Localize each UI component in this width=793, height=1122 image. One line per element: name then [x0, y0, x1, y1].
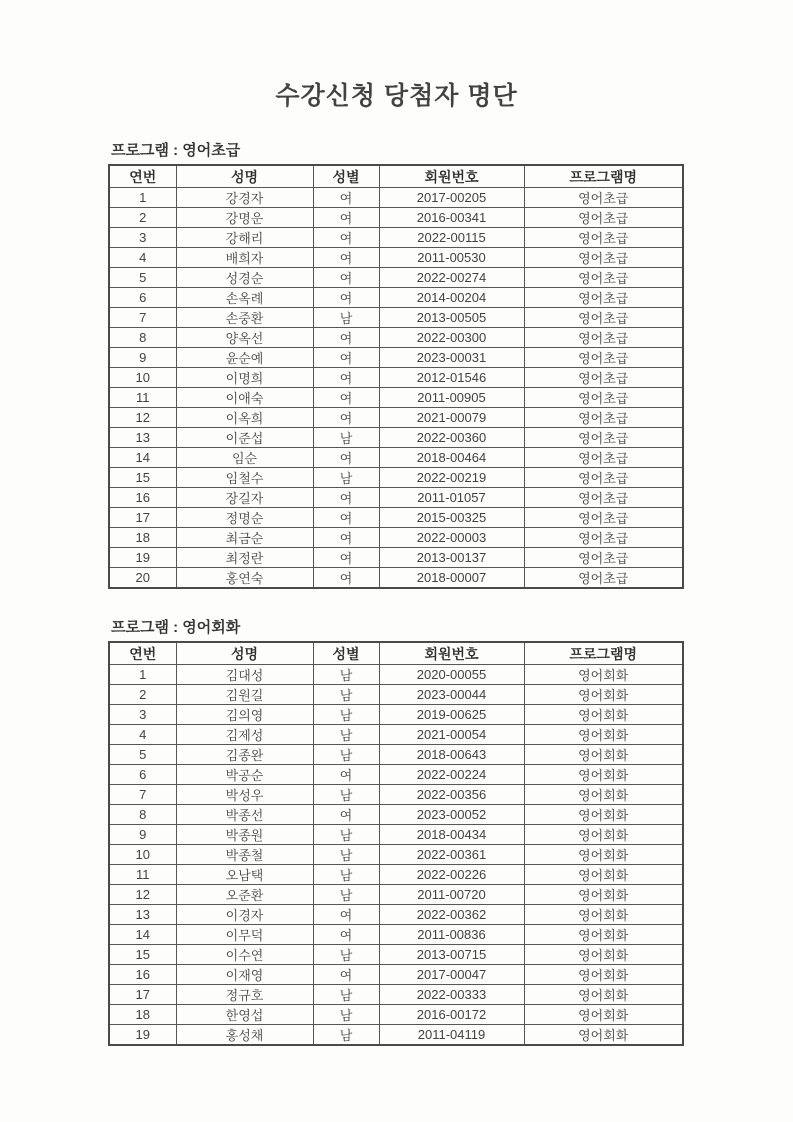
cell-gender: 여 [313, 568, 379, 589]
winners-table-conversation [108, 641, 684, 1046]
table-row [109, 665, 683, 685]
cell-no: 1 [109, 665, 176, 685]
table-row [109, 208, 683, 228]
cell-no: 15 [109, 945, 176, 965]
cell-gender: 여 [313, 508, 379, 528]
cell-no: 5 [109, 745, 176, 765]
cell-gender: 여 [313, 528, 379, 548]
cell-name: 강해리 [176, 228, 313, 248]
column-header-cell-member-id: 회원번호 [379, 165, 524, 188]
table-row [109, 348, 683, 368]
cell-no: 9 [109, 825, 176, 845]
cell-gender: 여 [313, 388, 379, 408]
cell-gender: 여 [313, 248, 379, 268]
cell-member-id: 2022-00356 [379, 785, 524, 805]
cell-program: 영어회화 [524, 1005, 683, 1025]
cell-gender: 여 [313, 208, 379, 228]
cell-program: 영어회화 [524, 985, 683, 1005]
cell-no: 16 [109, 965, 176, 985]
cell-no: 5 [109, 268, 176, 288]
cell-no: 6 [109, 288, 176, 308]
cell-no: 10 [109, 845, 176, 865]
cell-gender: 남 [313, 685, 379, 705]
cell-gender: 여 [313, 448, 379, 468]
cell-member-id: 2022-00361 [379, 845, 524, 865]
cell-program: 영어초급 [524, 288, 683, 308]
cell-program: 영어회화 [524, 685, 683, 705]
cell-no: 8 [109, 328, 176, 348]
cell-no: 17 [109, 508, 176, 528]
column-header-cell-name: 성명 [176, 165, 313, 188]
cell-gender: 여 [313, 548, 379, 568]
column-header-cell-no: 연번 [109, 642, 176, 665]
table-row [109, 925, 683, 945]
cell-program: 영어회화 [524, 725, 683, 745]
cell-name: 이명희 [176, 368, 313, 388]
cell-member-id: 2018-00007 [379, 568, 524, 589]
table-row [109, 188, 683, 208]
cell-no: 14 [109, 448, 176, 468]
table-header-row [109, 642, 683, 665]
cell-name: 윤순예 [176, 348, 313, 368]
cell-no: 3 [109, 705, 176, 725]
cell-member-id: 2017-00047 [379, 965, 524, 985]
cell-gender: 남 [313, 785, 379, 805]
cell-gender: 남 [313, 468, 379, 488]
cell-no: 10 [109, 368, 176, 388]
table-row [109, 945, 683, 965]
cell-gender: 여 [313, 368, 379, 388]
cell-member-id: 2019-00625 [379, 705, 524, 725]
table-row [109, 825, 683, 845]
cell-program: 영어초급 [524, 208, 683, 228]
cell-name: 홍연숙 [176, 568, 313, 589]
cell-program: 영어회화 [524, 765, 683, 785]
table-row [109, 865, 683, 885]
cell-gender: 남 [313, 665, 379, 685]
table-row [109, 745, 683, 765]
cell-member-id: 2018-00464 [379, 448, 524, 468]
cell-gender: 남 [313, 945, 379, 965]
cell-no: 8 [109, 805, 176, 825]
cell-gender: 여 [313, 268, 379, 288]
table-row [109, 568, 683, 589]
cell-name: 김원길 [176, 685, 313, 705]
table-row [109, 468, 683, 488]
cell-member-id: 2023-00052 [379, 805, 524, 825]
cell-gender: 남 [313, 1025, 379, 1046]
cell-member-id: 2011-00836 [379, 925, 524, 945]
cell-name: 성경순 [176, 268, 313, 288]
cell-no: 13 [109, 428, 176, 448]
cell-name: 최금순 [176, 528, 313, 548]
cell-no: 18 [109, 528, 176, 548]
cell-name: 오준환 [176, 885, 313, 905]
cell-name: 오남택 [176, 865, 313, 885]
cell-member-id: 2023-00044 [379, 685, 524, 705]
cell-name: 최정란 [176, 548, 313, 568]
cell-member-id: 2016-00172 [379, 1005, 524, 1025]
cell-no: 15 [109, 468, 176, 488]
cell-member-id: 2018-00643 [379, 745, 524, 765]
cell-gender: 남 [313, 825, 379, 845]
cell-program: 영어초급 [524, 368, 683, 388]
cell-no: 7 [109, 785, 176, 805]
table-row [109, 985, 683, 1005]
cell-no: 4 [109, 725, 176, 745]
table-row [109, 508, 683, 528]
cell-member-id: 2011-00720 [379, 885, 524, 905]
cell-name: 양옥선 [176, 328, 313, 348]
cell-name: 이경자 [176, 905, 313, 925]
page-title: 수강신청 당첨자 명단 [275, 82, 518, 110]
cell-name: 이준섭 [176, 428, 313, 448]
cell-name: 강경자 [176, 188, 313, 208]
cell-member-id: 2011-01057 [379, 488, 524, 508]
cell-program: 영어초급 [524, 468, 683, 488]
column-header-cell-no: 연번 [109, 165, 176, 188]
cell-name: 강명운 [176, 208, 313, 228]
cell-program: 영어초급 [524, 248, 683, 268]
cell-member-id: 2022-00362 [379, 905, 524, 925]
cell-gender: 남 [313, 725, 379, 745]
cell-member-id: 2018-00434 [379, 825, 524, 845]
cell-no: 11 [109, 865, 176, 885]
section-label: 프로그램 : 영어초급 [111, 142, 241, 159]
cell-member-id: 2022-00333 [379, 985, 524, 1005]
cell-name: 장길자 [176, 488, 313, 508]
cell-program: 영어회화 [524, 945, 683, 965]
column-header-cell-gender: 성별 [313, 165, 379, 188]
cell-program: 영어초급 [524, 308, 683, 328]
cell-gender: 남 [313, 1005, 379, 1025]
cell-member-id: 2011-00530 [379, 248, 524, 268]
table-row [109, 408, 683, 428]
cell-no: 4 [109, 248, 176, 268]
table-row [109, 965, 683, 985]
cell-name: 박종원 [176, 825, 313, 845]
cell-name: 김제성 [176, 725, 313, 745]
cell-no: 19 [109, 1025, 176, 1046]
table-row [109, 288, 683, 308]
cell-program: 영어초급 [524, 408, 683, 428]
cell-member-id: 2022-00274 [379, 268, 524, 288]
cell-member-id: 2022-00003 [379, 528, 524, 548]
cell-program: 영어초급 [524, 428, 683, 448]
cell-program: 영어초급 [524, 488, 683, 508]
cell-no: 17 [109, 985, 176, 1005]
table-row [109, 1025, 683, 1046]
table-row [109, 228, 683, 248]
column-header-cell-program: 프로그램명 [524, 642, 683, 665]
cell-member-id: 2011-00905 [379, 388, 524, 408]
cell-member-id: 2015-00325 [379, 508, 524, 528]
cell-name: 이무덕 [176, 925, 313, 945]
cell-gender: 여 [313, 905, 379, 925]
cell-member-id: 2022-00224 [379, 765, 524, 785]
cell-program: 영어회화 [524, 885, 683, 905]
cell-program: 영어초급 [524, 188, 683, 208]
cell-no: 18 [109, 1005, 176, 1025]
table-header-row [109, 642, 683, 665]
cell-program: 영어회화 [524, 1025, 683, 1046]
cell-name: 임철수 [176, 468, 313, 488]
table-row [109, 685, 683, 705]
cell-no: 9 [109, 348, 176, 368]
cell-no: 7 [109, 308, 176, 328]
cell-no: 14 [109, 925, 176, 945]
cell-name: 박공순 [176, 765, 313, 785]
column-header-cell-gender: 성별 [313, 642, 379, 665]
cell-program: 영어초급 [524, 388, 683, 408]
cell-no: 19 [109, 548, 176, 568]
cell-member-id: 2022-00115 [379, 228, 524, 248]
cell-program: 영어회화 [524, 785, 683, 805]
table-row [109, 248, 683, 268]
cell-gender: 여 [313, 925, 379, 945]
cell-no: 2 [109, 208, 176, 228]
table-row [109, 308, 683, 328]
cell-name: 박종철 [176, 845, 313, 865]
cell-program: 영어회화 [524, 845, 683, 865]
cell-no: 12 [109, 408, 176, 428]
cell-program: 영어초급 [524, 228, 683, 248]
cell-no: 6 [109, 765, 176, 785]
cell-program: 영어초급 [524, 508, 683, 528]
cell-no: 3 [109, 228, 176, 248]
section-conversation-english [108, 616, 682, 1046]
cell-member-id: 2016-00341 [379, 208, 524, 228]
cell-member-id: 2021-00054 [379, 725, 524, 745]
cell-gender: 여 [313, 288, 379, 308]
cell-gender: 여 [313, 328, 379, 348]
cell-program: 영어회화 [524, 965, 683, 985]
table-row [109, 488, 683, 508]
table-row [109, 328, 683, 348]
section-beginner-english [108, 139, 682, 589]
table-row [109, 1005, 683, 1025]
table-row [109, 785, 683, 805]
cell-name: 손옥례 [176, 288, 313, 308]
cell-name: 박성우 [176, 785, 313, 805]
cell-gender: 여 [313, 228, 379, 248]
cell-name: 김종완 [176, 745, 313, 765]
cell-no: 2 [109, 685, 176, 705]
cell-program: 영어초급 [524, 268, 683, 288]
cell-program: 영어회화 [524, 865, 683, 885]
winners-table-beginner [108, 164, 684, 589]
cell-no: 11 [109, 388, 176, 408]
cell-member-id: 2013-00505 [379, 308, 524, 328]
cell-no: 16 [109, 488, 176, 508]
cell-no: 13 [109, 905, 176, 925]
table-row [109, 428, 683, 448]
cell-member-id: 2021-00079 [379, 408, 524, 428]
cell-member-id: 2022-00300 [379, 328, 524, 348]
cell-program: 영어초급 [524, 528, 683, 548]
cell-program: 영어초급 [524, 328, 683, 348]
cell-name: 김대성 [176, 665, 313, 685]
table-row [109, 805, 683, 825]
cell-gender: 여 [313, 488, 379, 508]
section-label: 프로그램 : 영어회화 [111, 619, 241, 636]
cell-gender: 남 [313, 885, 379, 905]
cell-program: 영어초급 [524, 548, 683, 568]
cell-program: 영어회화 [524, 905, 683, 925]
document-content [108, 139, 682, 1046]
cell-name: 정명순 [176, 508, 313, 528]
cell-member-id: 2023-00031 [379, 348, 524, 368]
cell-member-id: 2020-00055 [379, 665, 524, 685]
cell-member-id: 2022-00360 [379, 428, 524, 448]
cell-gender: 남 [313, 845, 379, 865]
table-header-row [109, 165, 683, 188]
cell-name: 정규호 [176, 985, 313, 1005]
cell-name: 한영섭 [176, 1005, 313, 1025]
cell-member-id: 2012-01546 [379, 368, 524, 388]
cell-program: 영어초급 [524, 348, 683, 368]
cell-name: 손중환 [176, 308, 313, 328]
table-row [109, 528, 683, 548]
cell-name: 홍성채 [176, 1025, 313, 1046]
cell-program: 영어회화 [524, 745, 683, 765]
cell-program: 영어회화 [524, 665, 683, 685]
table-row [109, 725, 683, 745]
cell-program: 영어회화 [524, 825, 683, 845]
table-row [109, 885, 683, 905]
cell-gender: 여 [313, 408, 379, 428]
cell-name: 이옥희 [176, 408, 313, 428]
table-row [109, 368, 683, 388]
table-row [109, 845, 683, 865]
cell-name: 이수연 [176, 945, 313, 965]
cell-member-id: 2014-00204 [379, 288, 524, 308]
cell-member-id: 2013-00137 [379, 548, 524, 568]
cell-gender: 여 [313, 348, 379, 368]
cell-gender: 남 [313, 428, 379, 448]
table-row [109, 705, 683, 725]
cell-program: 영어초급 [524, 448, 683, 468]
table-row [109, 448, 683, 468]
cell-program: 영어초급 [524, 568, 683, 589]
cell-no: 12 [109, 885, 176, 905]
table-header-row [109, 165, 683, 188]
cell-member-id: 2011-04119 [379, 1025, 524, 1046]
cell-name: 이재영 [176, 965, 313, 985]
cell-member-id: 2017-00205 [379, 188, 524, 208]
cell-name: 임순 [176, 448, 313, 468]
column-header-cell-name: 성명 [176, 642, 313, 665]
cell-program: 영어회화 [524, 705, 683, 725]
table-row [109, 388, 683, 408]
cell-gender: 남 [313, 865, 379, 885]
table-row [109, 268, 683, 288]
cell-no: 20 [109, 568, 176, 589]
cell-name: 이애숙 [176, 388, 313, 408]
cell-member-id: 2022-00226 [379, 865, 524, 885]
cell-gender: 여 [313, 765, 379, 785]
table-row [109, 548, 683, 568]
table-body [109, 665, 683, 1046]
cell-gender: 여 [313, 965, 379, 985]
cell-no: 1 [109, 188, 176, 208]
cell-program: 영어회화 [524, 805, 683, 825]
table-row [109, 905, 683, 925]
cell-gender: 남 [313, 745, 379, 765]
table-row [109, 765, 683, 785]
cell-name: 박종선 [176, 805, 313, 825]
cell-program: 영어회화 [524, 925, 683, 945]
cell-gender: 남 [313, 985, 379, 1005]
cell-gender: 여 [313, 188, 379, 208]
cell-gender: 여 [313, 805, 379, 825]
cell-member-id: 2013-00715 [379, 945, 524, 965]
cell-name: 배희자 [176, 248, 313, 268]
column-header-cell-member-id: 회원번호 [379, 642, 524, 665]
cell-name: 김의영 [176, 705, 313, 725]
column-header-cell-program: 프로그램명 [524, 165, 683, 188]
cell-member-id: 2022-00219 [379, 468, 524, 488]
cell-gender: 남 [313, 705, 379, 725]
cell-gender: 남 [313, 308, 379, 328]
table-body [109, 188, 683, 589]
